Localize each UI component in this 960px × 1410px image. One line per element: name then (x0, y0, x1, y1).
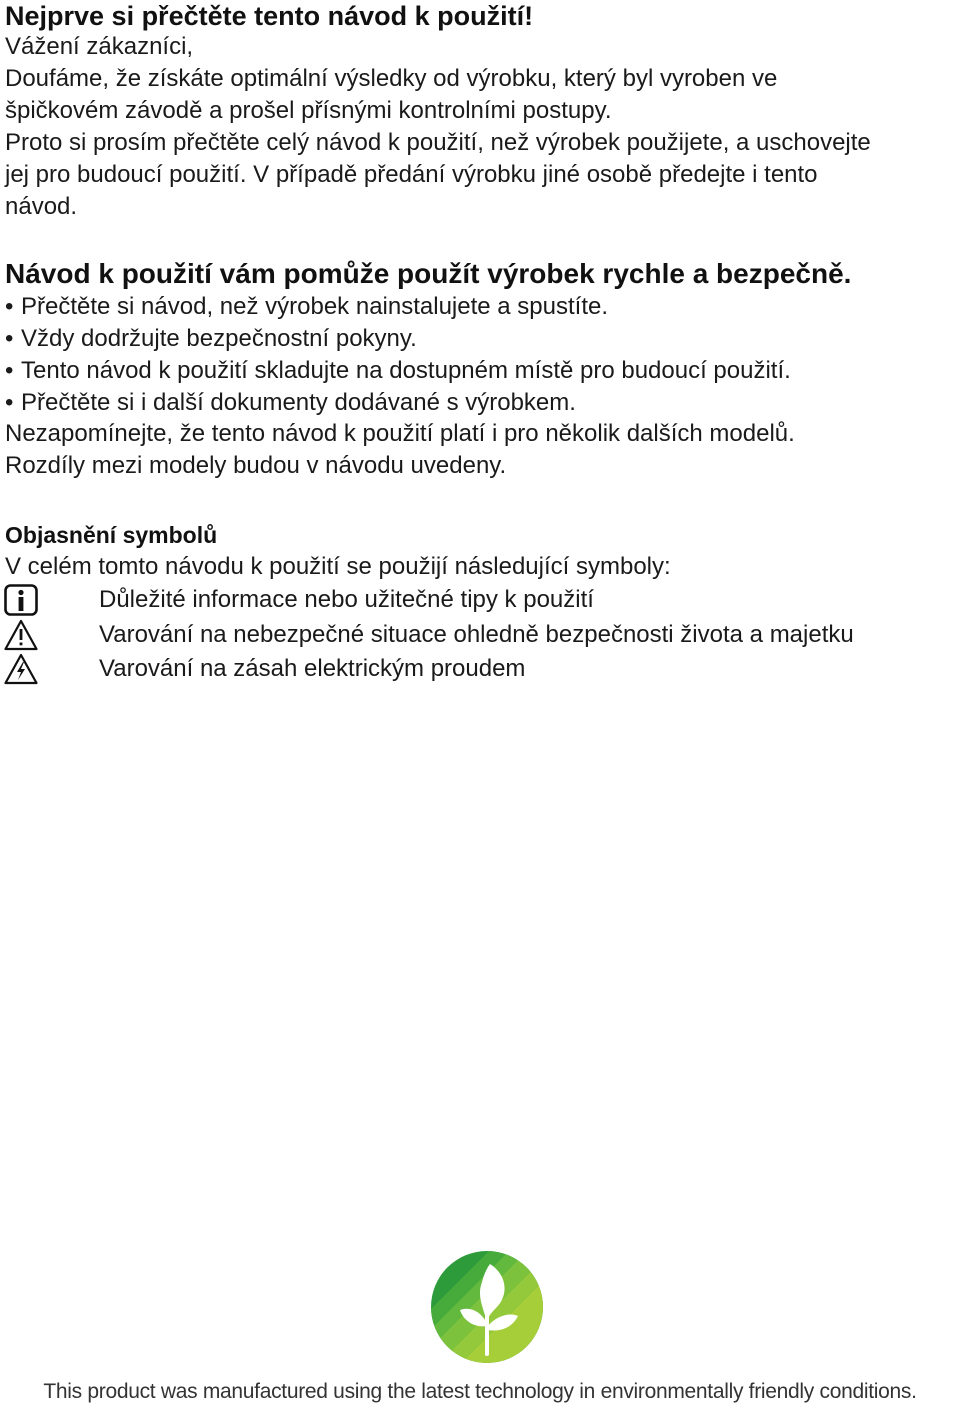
intro-line: Vážení zákazníci, (5, 33, 194, 60)
bullet-item (5, 292, 608, 322)
note-line: Rozdíly mezi modely budou v návodu uvedeny. (5, 452, 507, 479)
footer-note: This product was manufactured using the latest technology in environmentally friendly conditions. (43, 1380, 917, 1403)
bullet-marker: • (5, 357, 14, 384)
symbol-description: Varování na zásah elektrickým proudem (99, 655, 526, 682)
section-heading: Návod k použití vám pomůže použít výrobek rychle a bezpečně. (5, 258, 852, 289)
bullet-marker: • (5, 325, 14, 352)
bullet-marker: • (5, 389, 14, 416)
symbol-row-info (4, 584, 944, 618)
symbol-description: Varování na nebezpečné situace ohledně bezpečnosti života a majetku (99, 621, 854, 648)
eco-leaf-logo (430, 1250, 544, 1364)
electric-shock-warning-icon (4, 653, 38, 685)
bullet-item (5, 324, 417, 354)
bullet-marker: • (5, 293, 14, 320)
bullet-item (5, 388, 576, 418)
symbols-intro: V celém tomto návodu k použití se použijí následující symboly: (5, 553, 671, 580)
warning-triangle-icon (4, 619, 38, 651)
symbols-heading: Objasnění symbolů (5, 522, 218, 548)
intro-line: návod. (5, 193, 78, 220)
info-icon (4, 584, 38, 616)
bullet-text: Vždy dodržujte bezpečnostní pokyny. (21, 325, 417, 352)
bullet-text: Tento návod k použití skladujte na dostupném místě pro budoucí použití. (21, 357, 791, 384)
intro-line: jej pro budoucí použití. V případě předání výrobku jiné osobě předejte i tento (5, 161, 818, 188)
symbol-row-electric (4, 653, 944, 687)
intro-line: špičkovém závodě a prošel přísnými kontrolními postupy. (5, 97, 612, 124)
intro-line: Doufáme, že získáte optimální výsledky od výrobku, který byl vyroben ve (5, 65, 778, 92)
bullet-text: Přečtěte si návod, než výrobek nainstalujete a spustíte. (21, 293, 609, 320)
bullet-item (5, 356, 791, 386)
bullet-text: Přečtěte si i další dokumenty dodávané s výrobkem. (21, 389, 576, 416)
page-title: Nejprve si přečtěte tento návod k použití! (5, 1, 534, 31)
symbol-description: Důležité informace nebo užitečné tipy k použití (99, 586, 594, 613)
symbol-row-warning (4, 619, 944, 653)
note-line: Nezapomínejte, že tento návod k použití platí i pro několik dalších modelů. (5, 420, 795, 447)
intro-line: Proto si prosím přečtěte celý návod k použití, než výrobek použijete, a uschovejte (5, 129, 871, 156)
